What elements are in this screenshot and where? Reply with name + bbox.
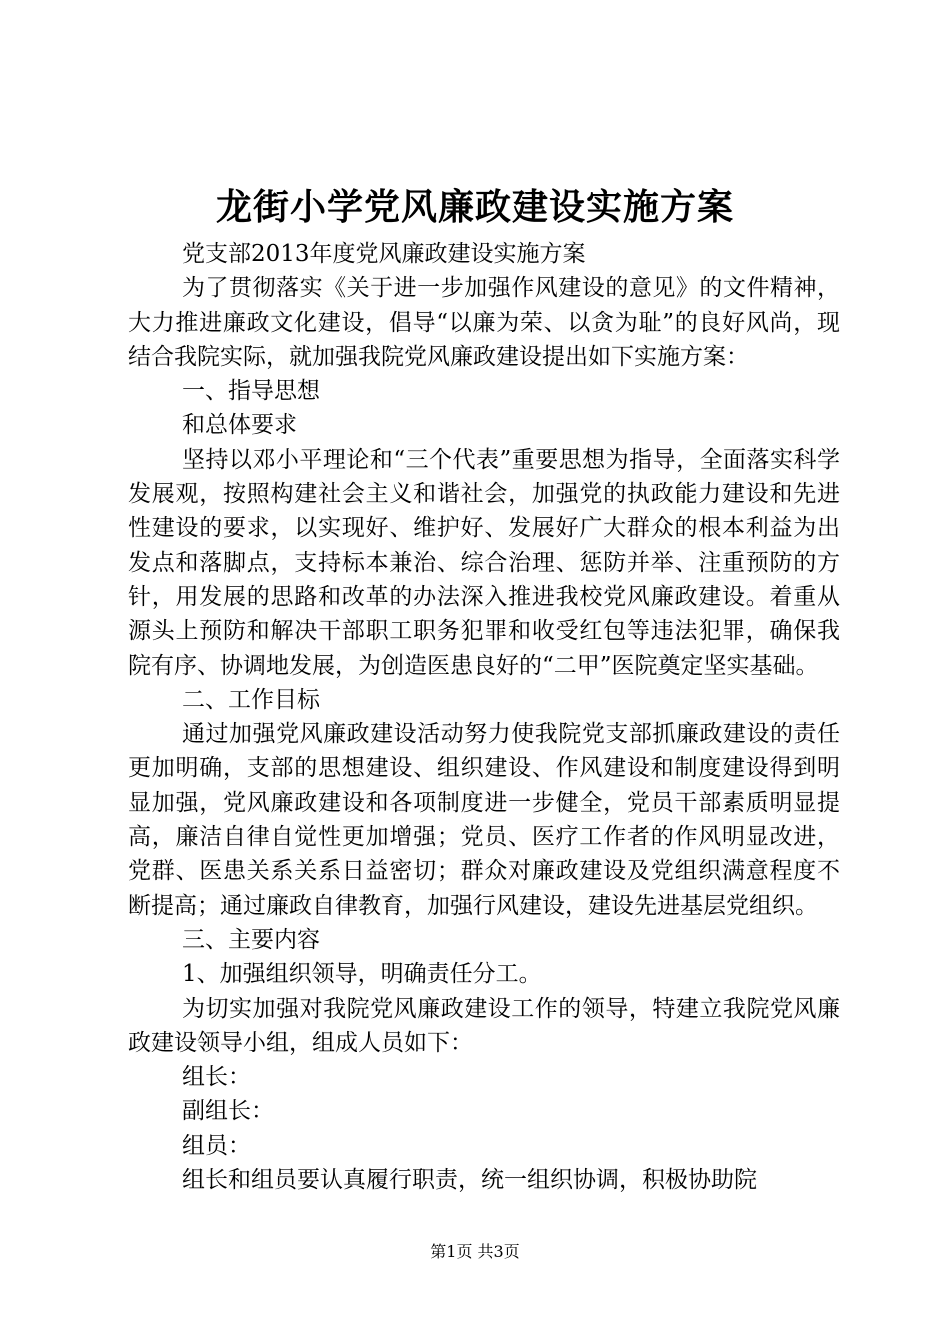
group-member-line: 组员：: [182, 1132, 251, 1159]
section-heading-3: 三、主要内容: [182, 926, 320, 953]
paragraph-2: 为了贯彻落实《关于进一步加强作风建设的意见》的文件精神，大力推进廉政文化建设，倡导“以廉为荣、以贪为耻”的良好风尚，现结合我院实际，就加强我院党风廉政建设提出如下实施方案：: [128, 275, 840, 370]
paragraph-5: 为切实加强对我院党风廉政建设工作的领导，特建立我院党风廉政建设领导小组，组成人员如下：: [128, 995, 840, 1056]
subsection-heading-1: 1、加强组织领导，明确责任分工。: [182, 961, 542, 988]
paragraph-6: 组长和组员要认真履行职责，统一组织协调，积极协助院: [182, 1167, 757, 1194]
paragraph-1: 党支部2013年度党风廉政建设实施方案: [182, 241, 586, 267]
deputy-leader-line: 副组长：: [182, 1098, 274, 1125]
section-heading-1: 一、指导思想: [182, 378, 320, 405]
paragraph-4: 通过加强党风廉政建设活动努力使我院党支部抓廉政建设的责任更加明确，支部的思想建设、组织建设、作风建设和制度建设得到明显加强，党风廉政建设和各项制度进一步健全，党员干部素质明显提高，廉洁自律自觉性更加增强；党员、医疗工作者的作风明显改进，党群、医患关系关系日益密切；群众对廉政建设及党组织满意程度不断提高；通过廉政自律教育，加强行风建设，建设先进基层党组织。: [128, 721, 840, 919]
document-title: 龙街小学党风廉政建设实施方案: [215, 186, 734, 228]
document-body: [128, 237, 840, 1197]
group-leader-line: 组长：: [182, 1064, 251, 1091]
section-heading-1-cont: 和总体要求: [182, 412, 297, 439]
paragraph-3: 坚持以邓小平理论和“三个代表”重要思想为指导，全面落实科学发展观，按照构建社会主义和谐社会，加强党的执政能力建设和先进性建设的要求，以实现好、维护好、发展好广大群众的根本利益为出发点和落脚点，支持标本兼治、综合治理、惩防并举、注重预防的方针，用发展的思路和改革的办法深入推进我校党风廉政建设。着重从源头上预防和解决干部职工职务犯罪和收受红包等违法犯罪，确保我院有序、协调地发展，为创造医患良好的“二甲”医院奠定坚实基础。: [128, 446, 840, 679]
section-heading-2: 二、工作目标: [182, 686, 320, 713]
page-footer: 第1页 共3页: [430, 1242, 520, 1261]
